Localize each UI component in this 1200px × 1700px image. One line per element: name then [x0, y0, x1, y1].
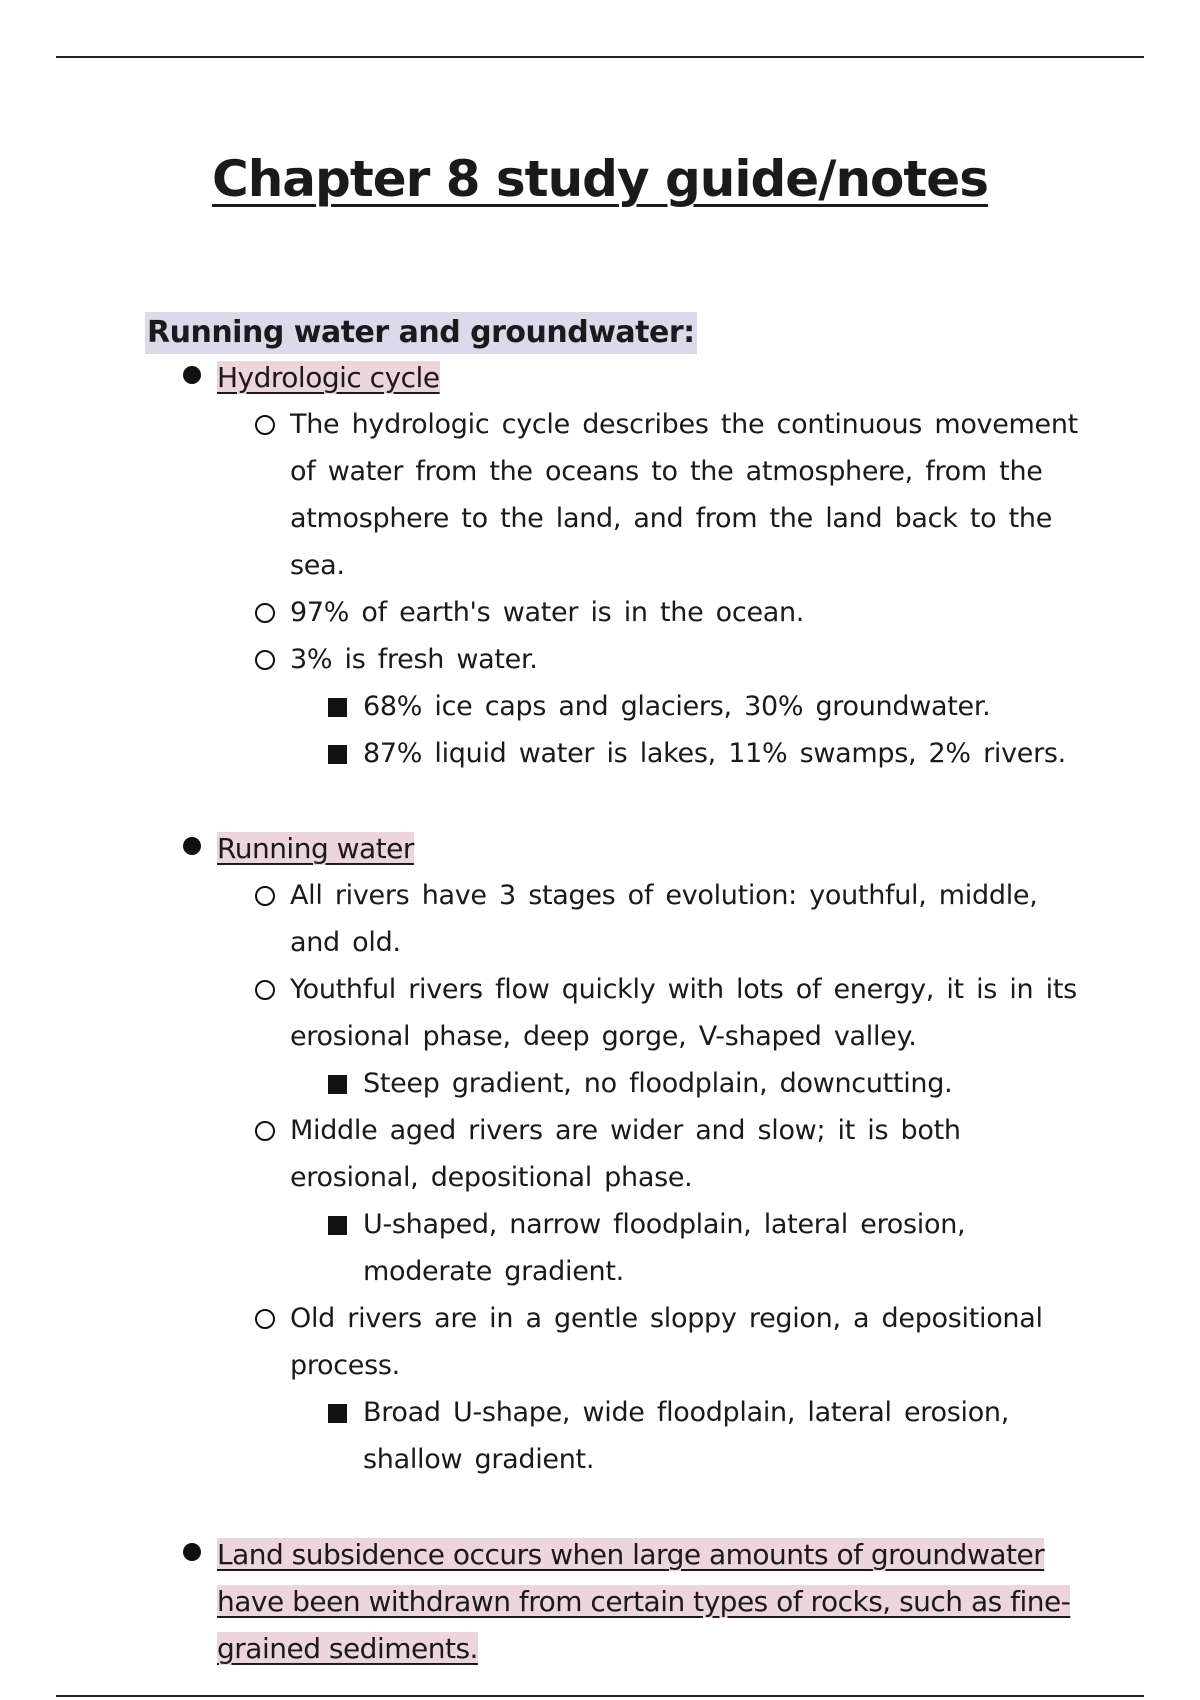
hollow-circle-bullet-icon: [255, 886, 275, 906]
list-subitem-text: 68% ice caps and glaciers, 30% groundwater.: [363, 691, 991, 722]
list-subitem: [145, 1389, 1095, 1483]
bottom-rule: [56, 1695, 1144, 1697]
hollow-circle-bullet-icon: [255, 650, 275, 670]
filled-square-bullet-icon: [328, 1075, 347, 1094]
bullet-running-water: [145, 825, 1095, 1483]
list-item: [145, 589, 1095, 636]
hollow-circle-bullet-icon: [255, 1309, 275, 1329]
page-title: Chapter 8 study guide/notes: [212, 150, 988, 208]
top-rule: [56, 56, 1144, 58]
list-item-text: Old rivers are in a gentle sloppy region, a depositional process.: [290, 1303, 1043, 1381]
bullet-heading: Hydrologic cycle: [217, 361, 440, 394]
list-item: [145, 966, 1095, 1107]
list-item-text: All rivers have 3 stages of evolution: youthful, middle, and old.: [290, 880, 1038, 958]
filled-square-bullet-icon: [328, 745, 347, 764]
bullet-heading: Running water: [217, 832, 414, 865]
filled-square-bullet-icon: [328, 1216, 347, 1235]
hollow-circle-bullet-icon: [255, 980, 275, 1000]
list-item-text: Youthful rivers flow quickly with lots of energy, it is in its erosional phase, deep gorge, V-shaped valley.: [290, 974, 1077, 1052]
list-subitem-text: 87% liquid water is lakes, 11% swamps, 2% rivers.: [363, 738, 1066, 769]
list-item: [145, 1107, 1095, 1295]
list-item-text: The hydrologic cycle describes the continuous movement of water from the oceans to the atmosphere, from the atmosphere to the land, and from the land back to the sea.: [290, 409, 1078, 581]
hollow-circle-bullet-icon: [255, 415, 275, 435]
spacer: [145, 1483, 1095, 1531]
hollow-circle-bullet-icon: [255, 603, 275, 623]
list-subitem-text: Steep gradient, no floodplain, downcutting.: [363, 1068, 953, 1099]
filled-circle-bullet-icon: [183, 1543, 201, 1561]
filled-square-bullet-icon: [328, 1404, 347, 1423]
list-item: [145, 401, 1095, 589]
spacer: [145, 777, 1095, 825]
main-list: [145, 354, 1095, 1672]
bullet-heading: Land subsidence occurs when large amounts of groundwater have been withdrawn from certain types of rocks, such as fine-grained sediments.: [217, 1538, 1071, 1665]
bullet-land-subsidence: [145, 1531, 1095, 1672]
list-subitem-text: U-shaped, narrow floodplain, lateral erosion, moderate gradient.: [363, 1209, 966, 1287]
notes-body: [145, 312, 1095, 1672]
list-subitem: [145, 683, 1095, 730]
list-item: [145, 636, 1095, 777]
list-subitem-text: Broad U-shape, wide floodplain, lateral erosion, shallow gradient.: [363, 1397, 1010, 1475]
list-item-text: 3% is fresh water.: [290, 644, 538, 675]
filled-circle-bullet-icon: [183, 837, 201, 855]
section-title: Running water and groundwater:: [145, 312, 697, 354]
list-subitem: [145, 1201, 1095, 1295]
list-item-text: 97% of earth's water is in the ocean.: [290, 597, 805, 628]
list-item-text: Middle aged rivers are wider and slow; it is both erosional, depositional phase.: [290, 1115, 961, 1193]
bullet-hydrologic-cycle: [145, 354, 1095, 777]
hollow-circle-bullet-icon: [255, 1121, 275, 1141]
list-subitem: [145, 730, 1095, 777]
filled-circle-bullet-icon: [183, 366, 201, 384]
list-item: [145, 872, 1095, 966]
list-item: [145, 1295, 1095, 1483]
filled-square-bullet-icon: [328, 698, 347, 717]
list-subitem: [145, 1060, 1095, 1107]
